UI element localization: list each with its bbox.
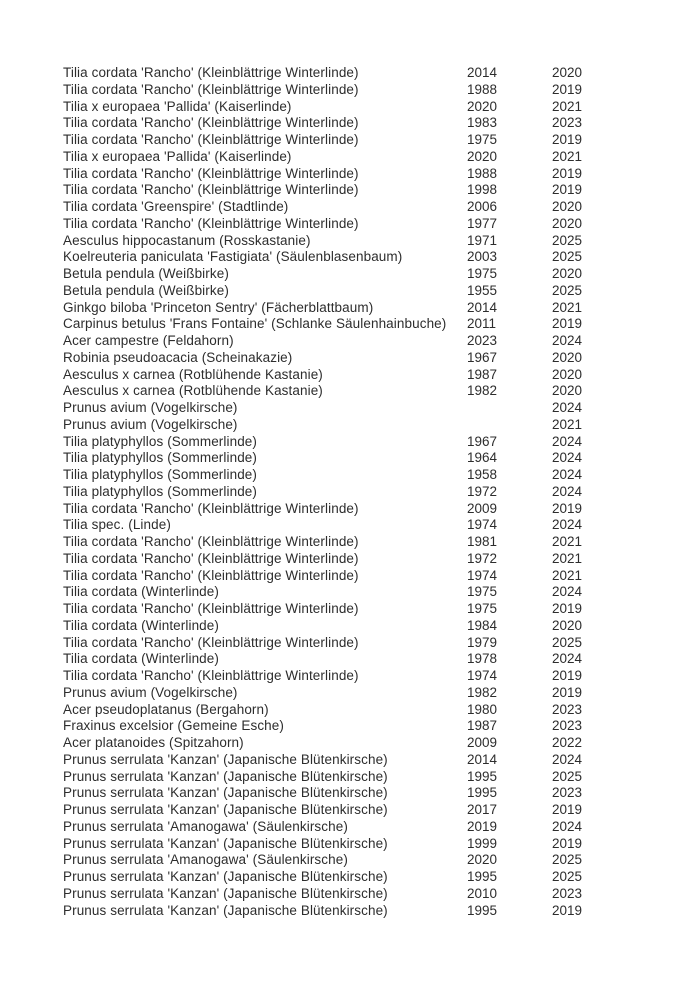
tree-name: Betula pendula (Weißbirke) [63,282,229,298]
year-second: 2021 [552,550,583,566]
year-first: 1995 [467,869,498,884]
table-row [63,635,623,652]
year-first: 1995 [467,785,498,801]
tree-name: Tilia cordata (Winterlinde) [63,584,219,600]
tree-name: Tilia spec. (Linde) [63,517,171,533]
year-second: 2024 [552,818,583,834]
year-second: 2021 [552,416,583,432]
year-second: 2019 [552,316,583,332]
tree-name: Robinia pseudoacacia (Scheinakazie) [63,349,293,365]
tree-name: Carpinus betulus 'Frans Fontaine' (Schlanke Säulenhainbuche) [63,316,447,332]
tree-name: Acer campestre (Feldahorn) [63,333,234,348]
year-second: 2019 [552,668,583,683]
table-row [63,249,623,266]
tree-name: Tilia cordata 'Rancho' (Kleinblättrige Winterlinde) [63,65,359,80]
year-first: 1978 [467,651,498,667]
year-second: 2023 [552,701,583,717]
year-second: 2024 [552,467,583,482]
year-second: 2021 [552,98,583,114]
tree-name: Prunus serrulata 'Amanogawa' (Säulenkirsche) [63,852,348,868]
year-second: 2020 [552,349,583,365]
table-row [63,115,623,132]
tree-name: Tilia platyphyllos (Sommerlinde) [63,433,258,449]
year-second: 2024 [552,584,583,600]
table-row [63,685,623,702]
tree-name: Prunus serrulata 'Kanzan' (Japanische Blütenkirsche) [63,869,388,884]
year-first: 2020 [467,98,498,114]
year-second: 2019 [552,500,583,516]
table-row [63,718,623,735]
year-second: 2019 [552,182,583,198]
tree-name: Prunus serrulata 'Amanogawa' (Säulenkirsche) [63,818,348,834]
table-row [63,819,623,836]
tree-name: Tilia cordata 'Rancho' (Kleinblättrige Winterlinde) [63,132,359,147]
tree-name: Tilia cordata 'Rancho' (Kleinblättrige Winterlinde) [63,567,359,583]
year-second: 2025 [552,634,583,650]
table-row [63,568,623,585]
table-row [63,769,623,786]
year-first: 1964 [467,450,498,466]
year-first: 2011 [467,316,497,332]
year-first: 1967 [467,433,498,449]
tree-name: Tilia cordata 'Greenspire' (Stadtlinde) [63,199,289,214]
tree-name: Tilia cordata 'Rancho' (Kleinblättrige Winterlinde) [63,634,359,650]
year-second: 2025 [552,768,583,784]
table-row [63,199,623,216]
table-row [63,166,623,183]
year-second: 2020 [552,383,583,399]
year-first: 1981 [467,534,498,549]
year-first: 1972 [467,483,498,499]
year-second: 2024 [552,751,583,767]
year-first: 1974 [467,517,498,533]
tree-name: Aesculus hippocastanum (Rosskastanie) [63,232,311,248]
year-first: 2009 [467,735,498,750]
year-second: 2021 [552,534,583,549]
year-second: 2020 [552,266,583,281]
year-second: 2020 [552,366,583,382]
year-second: 2023 [552,885,583,901]
year-first: 1998 [467,182,498,198]
table-row [63,735,623,752]
year-first [467,417,552,434]
year-first: 2017 [467,802,498,817]
year-first: 1984 [467,617,498,633]
year-first: 1988 [467,165,498,181]
table-row [63,450,623,467]
year-second: 2020 [552,617,583,633]
year-first: 2014 [467,751,498,767]
tree-name: Tilia cordata 'Rancho' (Kleinblättrige Winterlinde) [63,550,359,566]
table-row [63,333,623,350]
year-first: 2003 [467,249,498,265]
table-row [63,484,623,501]
tree-name: Tilia platyphyllos (Sommerlinde) [63,483,258,499]
table-row [63,149,623,166]
year-first: 1982 [467,684,498,700]
table-row [63,467,623,484]
year-second: 2019 [552,802,583,817]
tree-name: Tilia cordata 'Rancho' (Kleinblättrige Winterlinde) [63,534,359,549]
table-row [63,785,623,802]
table-row [63,65,623,82]
year-second: 2021 [552,148,583,164]
table-row [63,601,623,618]
table-row [63,367,623,384]
year-second: 2020 [552,199,583,214]
year-first: 1955 [467,282,498,298]
year-second: 2024 [552,483,583,499]
year-first: 1974 [467,668,498,683]
year-first: 1958 [467,467,498,482]
table-row [63,316,623,333]
year-first: 2009 [467,500,498,516]
tree-name: Tilia platyphyllos (Sommerlinde) [63,467,258,482]
tree-name: Prunus serrulata 'Kanzan' (Japanische Blütenkirsche) [63,785,388,801]
table-row [63,216,623,233]
tree-name: Tilia cordata (Winterlinde) [63,651,219,667]
tree-name: Tilia x europaea 'Pallida' (Kaiserlinde) [63,98,292,114]
year-second: 2019 [552,835,583,851]
table-row [63,501,623,518]
year-second: 2024 [552,450,583,466]
year-second: 2024 [552,333,583,348]
year-first: 1971 [467,232,498,248]
year-second: 2025 [552,282,583,298]
tree-name: Tilia cordata 'Rancho' (Kleinblättrige Winterlinde) [63,182,359,198]
year-second: 2023 [552,115,583,131]
tree-table [63,65,623,919]
year-first: 2023 [467,333,498,348]
table-row [63,836,623,853]
table-row [63,752,623,769]
table-row [63,668,623,685]
table-row [63,869,623,886]
year-second: 2025 [552,232,583,248]
tree-name: Tilia cordata 'Rancho' (Kleinblättrige Winterlinde) [63,601,359,616]
tree-name: Tilia cordata (Winterlinde) [63,617,219,633]
table-row [63,434,623,451]
year-first: 1975 [467,584,498,600]
tree-name: Prunus serrulata 'Kanzan' (Japanische Blütenkirsche) [63,835,388,851]
year-second: 2019 [552,684,583,700]
year-second: 2022 [552,735,583,750]
year-second: 2024 [552,433,583,449]
year-first: 1982 [467,383,498,399]
tree-name: Koelreuteria paniculata 'Fastigiata' (Säulenblasenbaum) [63,249,403,265]
year-first: 1999 [467,835,498,851]
year-first: 1979 [467,634,498,650]
year-second: 2023 [552,718,583,734]
year-second: 2025 [552,852,583,868]
year-second: 2021 [552,567,583,583]
table-row [63,852,623,869]
year-first: 1972 [467,550,498,566]
tree-name: Acer pseudoplatanus (Bergahorn) [63,701,269,717]
year-second: 2024 [552,517,583,533]
tree-name: Aesculus x carnea (Rotblühende Kastanie) [63,383,323,399]
tree-name: Prunus avium (Vogelkirsche) [63,400,238,415]
year-first: 1980 [467,701,498,717]
table-row [63,534,623,551]
year-second: 2024 [552,651,583,667]
tree-name: Tilia x europaea 'Pallida' (Kaiserlinde) [63,148,292,164]
year-second: 2025 [552,869,583,884]
year-second: 2023 [552,785,583,801]
tree-name: Tilia cordata 'Rancho' (Kleinblättrige Winterlinde) [63,215,359,231]
year-first: 1995 [467,902,498,918]
tree-name: Tilia cordata 'Rancho' (Kleinblättrige Winterlinde) [63,165,359,181]
tree-name: Prunus serrulata 'Kanzan' (Japanische Blütenkirsche) [63,751,388,767]
tree-name: Prunus avium (Vogelkirsche) [63,416,238,432]
year-first: 2014 [467,65,498,80]
tree-name: Tilia platyphyllos (Sommerlinde) [63,450,258,466]
year-first: 1975 [467,601,498,616]
table-row [63,417,623,434]
year-second: 2021 [552,299,583,315]
tree-name: Prunus serrulata 'Kanzan' (Japanische Blütenkirsche) [63,902,388,918]
year-second: 2020 [552,65,583,80]
year-first [467,400,552,417]
table-row [63,182,623,199]
table-row [63,517,623,534]
table-row [63,383,623,400]
table-row [63,400,623,417]
year-first: 2019 [467,818,498,834]
tree-name: Prunus serrulata 'Kanzan' (Japanische Blütenkirsche) [63,885,388,901]
year-first: 2006 [467,199,498,214]
tree-name: Tilia cordata 'Rancho' (Kleinblättrige Winterlinde) [63,115,359,131]
year-first: 2014 [467,299,498,315]
tree-name: Tilia cordata 'Rancho' (Kleinblättrige Winterlinde) [63,668,359,683]
year-first: 1983 [467,115,498,131]
year-second: 2019 [552,132,583,147]
table-row [63,300,623,317]
table-row [63,903,623,920]
table-row [63,283,623,300]
table-row [63,584,623,601]
year-first: 1975 [467,132,498,147]
year-first: 1987 [467,718,498,734]
table-row [63,350,623,367]
table-row [63,99,623,116]
table-row [63,886,623,903]
tree-name: Acer platanoides (Spitzahorn) [63,735,244,750]
table-row [63,618,623,635]
year-first: 1975 [467,266,498,281]
tree-name: Prunus serrulata 'Kanzan' (Japanische Blütenkirsche) [63,768,388,784]
tree-name: Aesculus x carnea (Rotblühende Kastanie) [63,366,323,382]
year-first: 1967 [467,349,498,365]
year-first: 1977 [467,215,498,231]
year-second: 2024 [552,400,583,415]
table-row [63,702,623,719]
year-second: 2019 [552,165,583,181]
year-first: 2020 [467,148,498,164]
table-row [63,132,623,149]
table-row [63,82,623,99]
year-second: 2025 [552,249,583,265]
year-first: 1974 [467,567,498,583]
table-row [63,802,623,819]
tree-name: Ginkgo biloba 'Princeton Sentry' (Fächerblattbaum) [63,299,374,315]
table-row [63,551,623,568]
year-first: 1987 [467,366,498,382]
tree-name: Prunus avium (Vogelkirsche) [63,684,238,700]
year-second: 2020 [552,215,583,231]
year-first: 1988 [467,81,498,97]
table-row [63,651,623,668]
tree-name: Tilia cordata 'Rancho' (Kleinblättrige Winterlinde) [63,500,359,516]
year-first: 1995 [467,768,498,784]
year-first: 2010 [467,885,498,901]
year-second: 2019 [552,902,583,918]
table-row [63,266,623,283]
year-second: 2019 [552,81,583,97]
tree-name: Betula pendula (Weißbirke) [63,266,229,281]
tree-name: Fraxinus excelsior (Gemeine Esche) [63,718,284,734]
table-row [63,233,623,250]
tree-name: Tilia cordata 'Rancho' (Kleinblättrige Winterlinde) [63,81,359,97]
tree-name: Prunus serrulata 'Kanzan' (Japanische Blütenkirsche) [63,802,388,817]
year-first: 2020 [467,852,498,868]
year-second: 2019 [552,601,583,616]
